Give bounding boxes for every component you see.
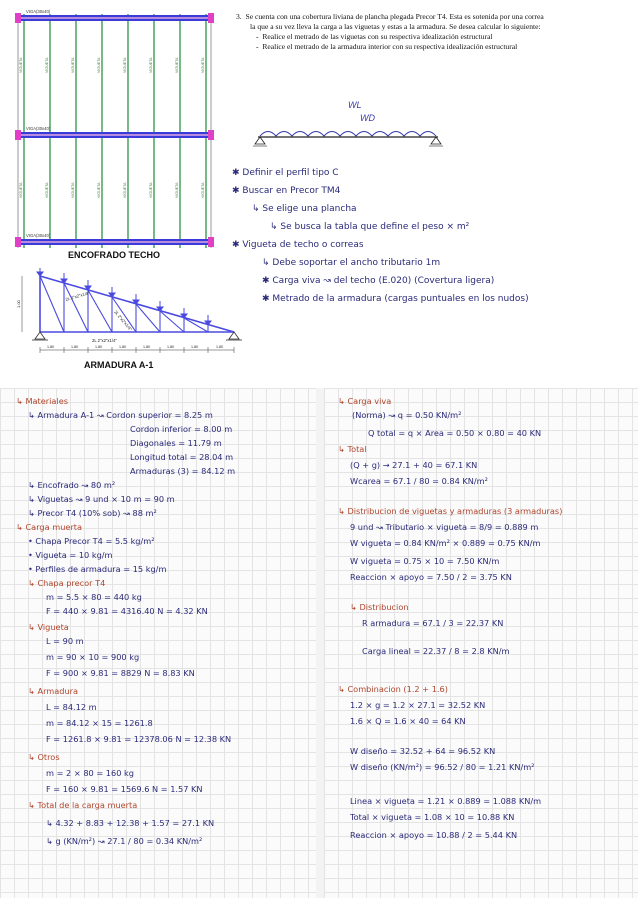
roof-plan-drawing (4, 8, 216, 260)
beam-load-sketch (250, 96, 450, 152)
note-6: ↳ Debe soportar el ancho tributario 1m (262, 258, 441, 268)
note-1: ✱ Definir el perfil tipo C (232, 168, 339, 178)
calc-line: (Q + g) → 27.1 + 40 = 67.1 KN (350, 460, 478, 470)
calc-line: • Chapa Precor T4 = 5.5 kg/m² (28, 536, 155, 546)
calc-line: ↳ Encofrado ↝ 80 m² (28, 480, 116, 490)
svg-text:VIGUETA: VIGUETA (149, 182, 153, 198)
svg-text:VIGUETA: VIGUETA (175, 57, 179, 73)
note-4: ↳ Se busca la tabla que define el peso × m² (270, 222, 470, 232)
heading-total: ↳ Total (338, 444, 367, 454)
calc-line: Cordon inferior = 8.00 m (130, 424, 233, 434)
calc-line: L = 84.12 m (46, 702, 97, 712)
note-2: ✱ Buscar en Precor TM4 (232, 186, 341, 196)
calc-line: Q total = q × Area = 0.50 × 0.80 = 40 KN (368, 428, 542, 438)
heading-materiales: ↳ Materiales (16, 396, 69, 406)
svg-text:VIGUETA: VIGUETA (71, 57, 75, 73)
calc-line: Diagonales = 11.79 m (130, 438, 222, 448)
calc-line: • Vigueta = 10 kg/m (28, 550, 113, 560)
truss-height-label: 1.00 (16, 300, 21, 308)
note-5: ✱ Vigueta de techo o correas (232, 240, 364, 250)
calc-line: Linea × vigueta = 1.21 × 0.889 = 1.088 KN/m (350, 796, 542, 806)
label-wl: WL (348, 100, 362, 110)
calc-line: ↳ g (KN/m²) ↝ 27.1 / 80 = 0.34 KN/m² (46, 836, 203, 846)
note-3: ↳ Se elige una plancha (252, 204, 357, 214)
calc-line: ↳ Viguetas ↝ 9 und × 10 m = 90 m (28, 494, 175, 504)
svg-text:VIGUETA: VIGUETA (123, 57, 127, 73)
calc-line: Armaduras (3) = 84.12 m (130, 466, 236, 476)
svg-text:1.80: 1.80 (143, 345, 150, 349)
truss-drawing (2, 268, 254, 372)
svg-text:VIGUETA: VIGUETA (201, 182, 205, 198)
svg-text:VIGUETA: VIGUETA (149, 57, 153, 73)
beam-label-mid: VIGA(30x40) (26, 126, 51, 131)
subheading: ↳ Vigueta (28, 622, 69, 632)
truss-label-bottom: 2L 2"x2"x1/4" (92, 338, 117, 343)
label-wd: WD (360, 113, 375, 123)
truss-caption: ARMADURA A-1 (84, 360, 154, 370)
calc-line: • Perfiles de armadura = 15 kg/m (28, 564, 167, 574)
problem-bullet-2: Realice el metrado de la armadura interior con su respectiva idealización estructural (262, 42, 518, 51)
svg-text:VIGUETA: VIGUETA (71, 182, 75, 198)
calc-line: F = 900 × 9.81 = 8829 N = 8.83 KN (46, 668, 195, 678)
calc-line: 1.6 × Q = 1.6 × 40 = 64 KN (350, 716, 466, 726)
calc-line: 1.2 × g = 1.2 × 27.1 = 32.52 KN (350, 700, 486, 710)
beam-label-bottom: VIGA(30x40) (26, 233, 51, 238)
problem-number: 3. (236, 12, 242, 21)
calc-line: Reaccion × apoyo = 10.88 / 2 = 5.44 KN (350, 830, 518, 840)
svg-text:1.80: 1.80 (47, 345, 54, 349)
svg-text:VIGUETA: VIGUETA (45, 182, 49, 198)
subheading: ↳ Total de la carga muerta (28, 800, 138, 810)
problem-line-2: la que a su vez lleva la carga a las viguetas y estas a la armadura. Se desea calcular lo siguiente: (250, 22, 541, 31)
calc-line: m = 84.12 × 15 = 1261.8 (46, 718, 153, 728)
problem-line-1: Se cuenta con una cobertura liviana de plancha plegada Precor T4. Esta es sotenida por una correa (245, 12, 544, 21)
page-divider (316, 388, 324, 898)
calc-line: Carga lineal = 22.37 / 8 = 2.8 KN/m (362, 646, 510, 656)
svg-text:VIGUETA: VIGUETA (97, 57, 101, 73)
svg-text:1.80: 1.80 (191, 345, 198, 349)
svg-text:VIGUETA: VIGUETA (123, 182, 127, 198)
calc-line: W vigueta = 0.75 × 10 = 7.50 KN/m (350, 556, 500, 566)
svg-text:VIGUETA: VIGUETA (45, 57, 49, 73)
beam-label-top: VIGA(30x40) (26, 9, 51, 14)
svg-text:1.80: 1.80 (216, 345, 223, 349)
svg-text:VIGUETA: VIGUETA (175, 182, 179, 198)
svg-text:VIGUETA: VIGUETA (19, 182, 23, 198)
truss-label-diag: 2L 2"x2"x1/4" (113, 309, 134, 332)
svg-text:VIGUETA: VIGUETA (201, 57, 205, 73)
calc-line: 9 und ↝ Tributario × vigueta = 8/9 = 0.889 m (350, 522, 539, 532)
calc-line: m = 2 × 80 = 160 kg (46, 768, 134, 778)
problem-statement: 3. Se cuenta con una cobertura liviana de plancha plegada Precor T4. Esta es sotenida por una correa la que a su vez lleva la carga a las viguetas y estas a la armadura. Se desea calcular lo siguiente: - Realice el metrado de las viguetas con su respectiva idealización estructural - Realice el metrado de la armadura interior con su respectiva idealización estructural (236, 12, 634, 52)
calc-line: (Norma) ↝ q = 0.50 KN/m² (352, 410, 462, 420)
calc-line: ↳ Precor T4 (10% sob) ↝ 88 m² (28, 508, 157, 518)
subheading: ↳ Armadura (28, 686, 79, 696)
svg-text:1.80: 1.80 (167, 345, 174, 349)
heading-carga-viva: ↳ Carga viva (338, 396, 392, 406)
calc-line: ↳ 4.32 + 8.83 + 12.38 + 1.57 = 27.1 KN (46, 818, 215, 828)
calc-line: L = 90 m (46, 636, 84, 646)
svg-text:1.80: 1.80 (119, 345, 126, 349)
truss-label-top: 2L 2"x2"x1/4" (64, 290, 91, 302)
plan-caption: ENCOFRADO TECHO (68, 250, 160, 260)
svg-text:VIGUETA: VIGUETA (97, 182, 101, 198)
heading-combinacion: ↳ Combinacion (1.2 + 1.6) (338, 684, 448, 694)
note-8: ✱ Metrado de la armadura (cargas puntuales en los nudos) (262, 294, 529, 304)
calc-line: m = 5.5 × 80 = 440 kg (46, 592, 142, 602)
calc-line: Total × vigueta = 1.08 × 10 = 10.88 KN (350, 812, 515, 822)
problem-bullet-1: Realice el metrado de las viguetas con su respectiva idealización estructural (262, 32, 493, 41)
calc-line: W diseño (KN/m²) = 96.52 / 80 = 1.21 KN/m² (350, 762, 535, 772)
calc-line: F = 1261.8 × 9.81 = 12378.06 N = 12.38 KN (46, 734, 232, 744)
calc-line: Longitud total = 28.04 m (130, 452, 234, 462)
calc-line: F = 160 × 9.81 = 1569.6 N = 1.57 KN (46, 784, 203, 794)
subheading: ↳ Otros (28, 752, 60, 762)
calc-line: F = 440 × 9.81 = 4316.40 N = 4.32 KN (46, 606, 208, 616)
calc-line: W vigueta = 0.84 KN/m² × 0.889 = 0.75 KN/m (350, 538, 541, 548)
svg-text:1.80: 1.80 (71, 345, 78, 349)
subheading: ↳ Chapa precor T4 (28, 578, 106, 588)
calc-line: m = 90 × 10 = 900 kg (46, 652, 140, 662)
svg-text:1.80: 1.80 (95, 345, 102, 349)
heading-distribucion: ↳ Distribucion de viguetas y armaduras (3 armaduras) (338, 506, 563, 516)
calc-line: Wcarea = 67.1 / 80 = 0.84 KN/m² (350, 476, 488, 486)
note-7: ✱ Carga viva ↝ del techo (E.020) (Covertura ligera) (262, 276, 495, 286)
svg-text:VIGUETA: VIGUETA (19, 57, 23, 73)
subheading: ↳ Distribucion (350, 602, 409, 612)
calc-line: Reaccion × apoyo = 7.50 / 2 = 3.75 KN (350, 572, 512, 582)
calc-line: R armadura = 67.1 / 3 = 22.37 KN (362, 618, 504, 628)
heading-carga-muerta: ↳ Carga muerta (16, 522, 83, 532)
calc-line: ↳ Armadura A-1 ↝ Cordon superior = 8.25 m (28, 410, 213, 420)
calc-line: W diseño = 32.52 + 64 = 96.52 KN (350, 746, 496, 756)
